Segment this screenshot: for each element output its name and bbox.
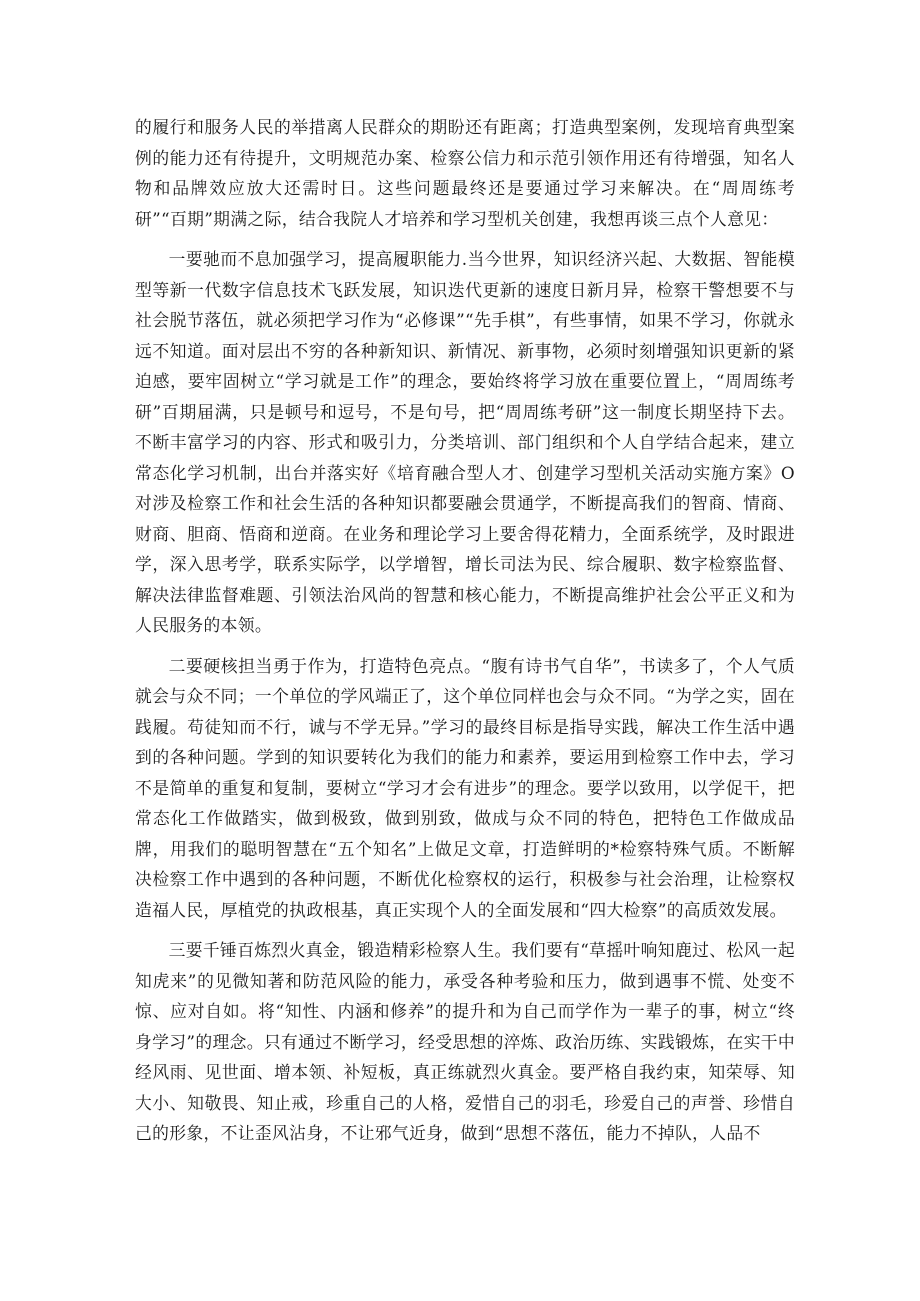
paragraph-point-one: 一要驰而不息加强学习，提高履职能力.当今世界，知识经济兴起、大数据、智能模型等新一代数字信息技术飞跃发展，知识迭代更新的速度日新月异，检察干警想要不与社会脱节落伍，就必须把学习作为“必修课”“先手棋”，有些事情，如果不学习，你就永远不知道。面对层出不穷的各种新知识、新情况、新事物，必须时刻增强知识更新的紧迫感，要牢固树立“学习就是工作”的理念，要始终将学习放在重要位置上，“周周练考研”百期届满，只是顿号和逗号，不是句号，把“周周练考研”这一制度长期坚持下去。不断丰富学习的内容、形式和吸引力，分类培训、部门组织和个人自学结合起来，建立常态化学习机制，出台并落实好《培育融合型人才、创建学习型机关活动实施方案》O对涉及检察工作和社会生活的各种知识都要融会贯通学，不断提高我们的智商、情商、财商、胆商、悟商和逆商。在业务和理论学习上要舍得花精力，全面系统学，及时跟进学，深入思考学，联系实际学，以学增智，增长司法为民、综合履职、数字检察监督、解决法律监督难题、引领法治风尚的智慧和核心能力，不断提高维护社会公平正义和为人民服务的本领。 — [135, 249, 795, 635]
paragraph-intro-continuation: 的履行和服务人民的举措离人民群众的期盼还有距离；打造典型案例，发现培育典型案例的能力还有待提升，文明规范办案、检察公信力和示范引领作用还有待增强，知名人物和品牌效应放大还需时日。这些问题最终还是要通过学习来解决。在“周周练考研”“百期”期满之际，结合我院人才培养和学习型机关创建，我想再谈三点个人意见： — [135, 117, 795, 229]
document-page — [135, 112, 795, 1159]
paragraph-point-two: 二要硬核担当勇于作为，打造特色亮点。“腹有诗书气自华”，书读多了，个人气质就会与众不同；一个单位的学风端正了，这个单位同样也会与众不同。“为学之实，固在践履。苟徒知而不行，诚与不学无异。”学习的最终目标是指导实践，解决工作生活中遇到的各种问题。学到的知识要转化为我们的能力和素养，要运用到检察工作中去，学习不是简单的重复和复制，要树立“学习才会有进步”的理念。要学以致用，以学促干，把常态化工作做踏实，做到极致，做到别致，做成与众不同的特色，把特色工作做成品牌，用我们的聪明智慧在“五个知名”上做足文章，打造鲜明的*检察特殊气质。不断解决检察工作中遇到的各种问题，不断优化检察权的运行，积极参与社会治理，让检察权造福人民，厚植党的执政根基，真正实现个人的全面发展和“四大检察”的高质效发展。 — [135, 655, 795, 920]
paragraph-point-three: 三要千锤百炼烈火真金，锻造精彩检察人生。我们要有“草摇叶响知鹿过、松风一起知虎来”的见微知著和防范风险的能力，承受各种考验和压力，做到遇事不慌、处变不惊、应对自如。将“知性、内涵和修养”的提升和为自己而学作为一辈子的事，树立“终身学习”的理念。只有通过不断学习，经受思想的淬炼、政治历练、实践锻炼，在实干中经风雨、见世面、增本领、补短板，真正练就烈火真金。要严格自我约束，知荣辱、知大小、知敬畏、知止戒，珍重自己的人格，爱惜自己的羽毛，珍爱自己的声誉、珍惜自己的形象，不让歪风沾身，不让邪气近身，做到“思想不落伍，能力不掉队，人品不 — [135, 940, 795, 1143]
